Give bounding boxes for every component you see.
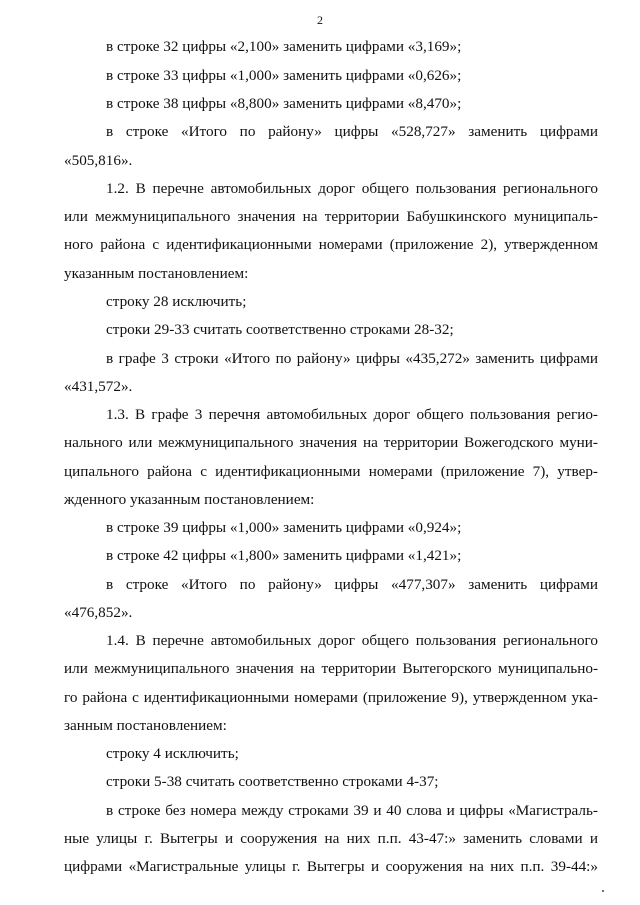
text-line: в строке «Итого по району» цифры «477,307» заменить цифрами: [106, 576, 598, 593]
text-line: 1.2. В перечне автомобильных дорог общего пользования регионального: [106, 180, 598, 197]
text-line: строки 29-33 считать соответственно строками 28-32;: [106, 321, 454, 338]
text-line: «476,852».: [64, 604, 133, 621]
text-line: или межмуниципального значения на территории Бабушкинского муниципаль-: [64, 208, 598, 225]
text-line: го района с идентификационными номерами (приложение 9), утвержденном ука-: [64, 689, 598, 706]
scan-speck: [602, 890, 604, 892]
text-line: указанным постановлением:: [64, 265, 249, 282]
text-line: нального или межмуниципального значения на территории Вожегодского муни-: [64, 434, 598, 451]
text-line: строку 4 исключить;: [106, 745, 239, 762]
text-line: или межмуниципального значения на территории Вытегорского муниципально-: [64, 660, 598, 677]
text-line: в графе 3 строки «Итого по району» цифры «435,272» заменить цифрами: [106, 350, 598, 367]
text-line: цифрами «Магистральные улицы г. Вытегры и сооружения на них п.п. 39-44:»: [64, 858, 598, 875]
text-line: строки 5-38 считать соответственно строками 4-37;: [106, 773, 439, 790]
text-line: в строке 42 цифры «1,800» заменить цифрами «1,421»;: [106, 547, 462, 564]
text-line: 1.3. В графе 3 перечня автомобильных дорог общего пользования регио-: [106, 406, 598, 423]
text-line: занным постановлением:: [64, 717, 227, 734]
page-number: 2: [317, 13, 323, 27]
text-line: ные улицы г. Вытегры и сооружения на них п.п. 43-47:» заменить словами и: [64, 830, 598, 847]
text-line: «505,816».: [64, 152, 133, 169]
text-line: в строке 32 цифры «2,100» заменить цифрами «3,169»;: [106, 38, 462, 55]
text-line: «431,572».: [64, 378, 133, 395]
text-line: строку 28 исключить;: [106, 293, 247, 310]
text-line: ного района с идентификационными номерами (приложение 2), утвержденном: [64, 236, 598, 253]
text-line: в строке 33 цифры «1,000» заменить цифрами «0,626»;: [106, 67, 462, 84]
text-line: в строке 39 цифры «1,000» заменить цифрами «0,924»;: [106, 519, 462, 536]
text-line: ципального района с идентификационными номерами (приложение 7), утвер-: [64, 463, 598, 480]
text-line: в строке 38 цифры «8,800» заменить цифрами «8,470»;: [106, 95, 462, 112]
text-line: в строке без номера между строками 39 и 40 слова и цифры «Магистраль-: [106, 802, 598, 819]
text-line: 1.4. В перечне автомобильных дорог общего пользования регионального: [106, 632, 598, 649]
text-line: жденного указанным постановлением:: [64, 491, 315, 508]
text-line: в строке «Итого по району» цифры «528,727» заменить цифрами: [106, 123, 598, 140]
